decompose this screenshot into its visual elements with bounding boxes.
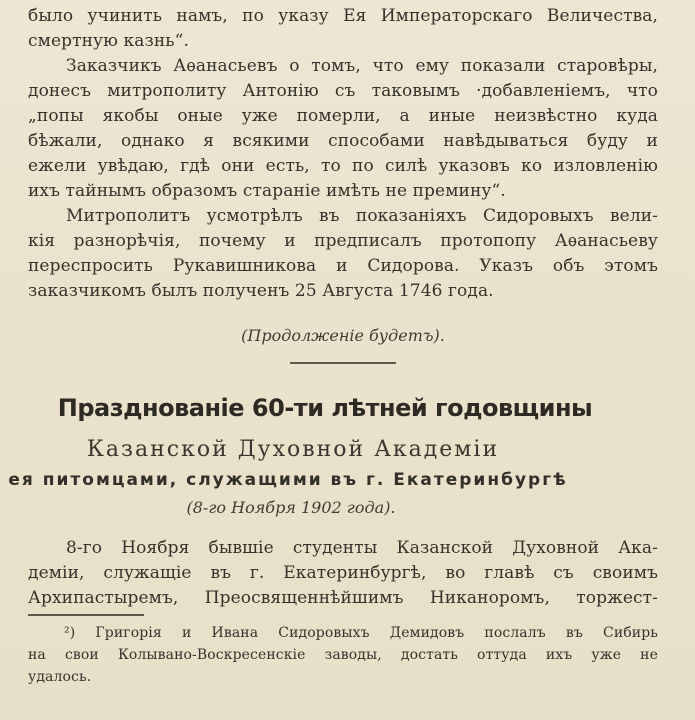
text-line: смертную казнь“. xyxy=(28,31,189,51)
footnote-text xyxy=(28,622,658,688)
article-subtitle: Казанской Духовной Академіи xyxy=(86,437,500,462)
article-dedication: ея питомцами, служащими въ г. Екатеринбургѣ xyxy=(8,470,568,490)
continuation-note: (Продолженіе будетъ). xyxy=(241,326,445,345)
text-line: на свои Колывано-Воскресенскіе заводы, достать оттуда ихъ уже не xyxy=(28,647,658,663)
text-line: донесъ митрополиту Антонію съ таковымъ ·добавленіемъ, что xyxy=(28,81,658,101)
text-line: переспросить Рукавишникова и Сидорова. Указъ объ этомъ xyxy=(28,256,658,276)
text-line: ихъ тайнымъ образомъ стараніе имѣть не премину“. xyxy=(28,181,506,201)
footnote-divider xyxy=(28,614,144,616)
article-body-text xyxy=(28,536,658,611)
text-line: удалось. xyxy=(28,669,92,685)
text-line: деміи, служащіе въ г. Екатеринбургѣ, во главѣ съ своимъ xyxy=(28,563,658,583)
text-line: ежели увѣдаю, гдѣ они есть, то по силѣ указовъ ко изловленію xyxy=(28,156,658,176)
text-line: кія разнорѣчія, почему и предписалъ протопопу Аѳанасьеву xyxy=(28,231,658,251)
article-title: Празднованіе 60-ти лѣтней годовщины xyxy=(57,394,593,422)
text-line: Заказчикъ Аѳанасьевъ о томъ, что ему показали старовѣры, xyxy=(66,56,658,76)
article-end-text xyxy=(28,4,658,304)
text-line: было учинить намъ, по указу Ея Императорскаго Величества, xyxy=(28,6,658,26)
text-line: ²) Григорія и Ивана Сидоровыхъ Демидовъ послалъ въ Сибирь xyxy=(64,625,658,641)
text-line: „попы якобы оные уже померли, а иные неизвѣстно куда xyxy=(28,106,658,126)
text-line: Архипастыремъ, Преосвященнѣйшимъ Никаноромъ, торжест- xyxy=(28,588,658,608)
section-divider xyxy=(290,362,396,364)
text-line: 8-го Ноября бывшіе студенты Казанской Духовной Ака- xyxy=(66,538,658,558)
text-line: бѣжали, однако я всякими способами навѣдываться буду и xyxy=(28,131,658,151)
text-line: Митрополитъ усмотрѣлъ въ показаніяхъ Сидоровыхъ вели- xyxy=(66,206,658,226)
article-date-note: (8-го Ноября 1902 года). xyxy=(186,498,396,517)
text-line: заказчикомъ былъ полученъ 25 Августа 1746 года. xyxy=(28,281,494,301)
